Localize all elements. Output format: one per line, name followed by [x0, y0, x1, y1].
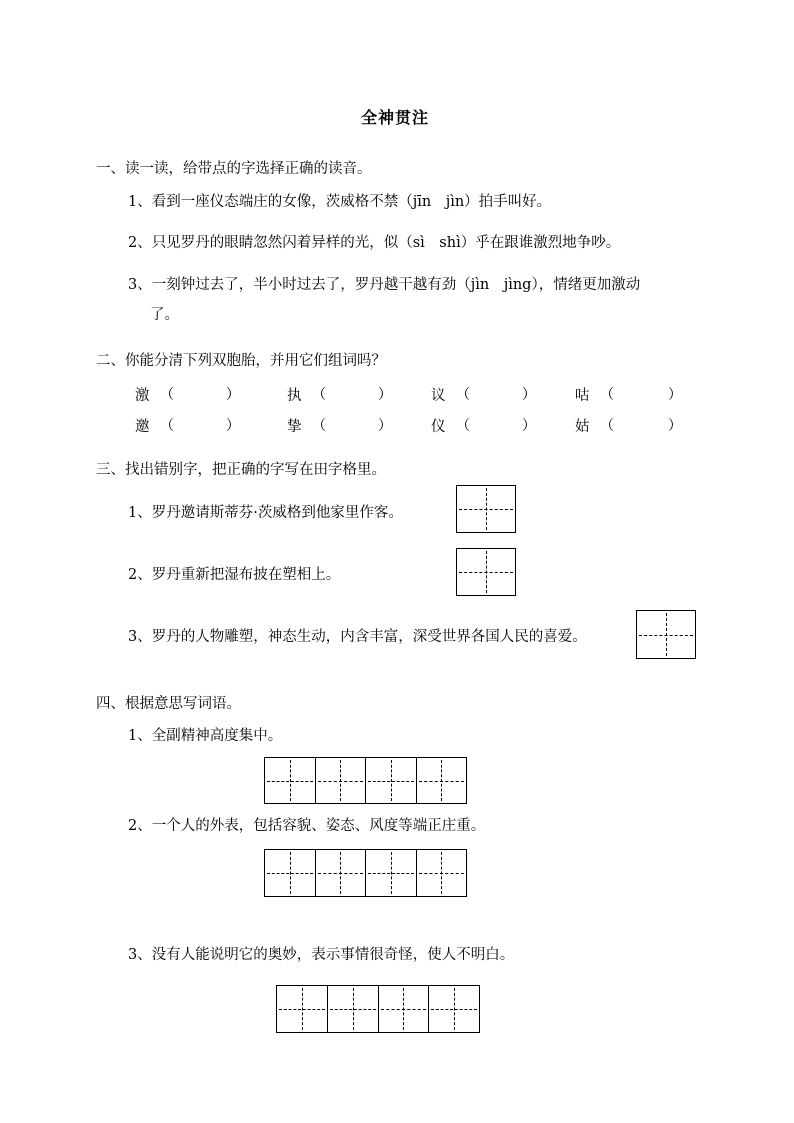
paren-close: ）	[522, 387, 536, 403]
word-grid-1[interactable]	[264, 757, 467, 804]
tianzige-cell[interactable]	[315, 758, 366, 803]
section4-item-2: 2、一个人的外表，包括容貌、姿态、风度等端正庄重。	[128, 818, 486, 834]
paren-close: ）	[668, 418, 682, 434]
tianzige-box-1[interactable]	[456, 485, 516, 533]
twin-char-4a: 咕	[575, 388, 590, 404]
section3-item-2: 2、罗丹重新把湿布披在塑相上。	[128, 567, 341, 583]
paren-open: （	[312, 387, 326, 403]
paren-open: （	[312, 418, 326, 434]
tianzige-cell[interactable]	[637, 611, 695, 658]
section4-heading: 四、根据意思写词语。	[96, 696, 241, 712]
twin-char-4b: 姑	[575, 419, 590, 435]
paren-open: （	[456, 387, 470, 403]
tianzige-box-3[interactable]	[636, 610, 696, 659]
paren-close: ）	[226, 387, 240, 403]
section2-heading: 二、你能分清下列双胞胎，并用它们组词吗？	[96, 353, 386, 369]
tianzige-cell[interactable]	[428, 986, 479, 1032]
section1-heading: 一、读一读，给带点的字选择正确的读音。	[96, 161, 372, 177]
twin-char-2b: 挚	[287, 419, 302, 435]
section3-item-3: 3、罗丹的人物雕塑，神态生动，内含丰富，深受世界各国人民的喜爱。	[128, 629, 587, 645]
paren-close: ）	[668, 387, 682, 403]
paren-close: ）	[226, 418, 240, 434]
paren-close: ）	[378, 387, 392, 403]
tianzige-cell[interactable]	[365, 850, 416, 896]
word-grid-3[interactable]	[276, 985, 480, 1033]
paren-close: ）	[378, 418, 392, 434]
tianzige-cell[interactable]	[327, 986, 378, 1032]
section1-item-3: 3、一刻钟过去了，半小时过去了，罗丹越干越有劲（jìn jìng），情绪更加激动	[128, 277, 641, 293]
twin-char-2a: 执	[287, 388, 302, 404]
section1-item-3-cont: 了。	[150, 307, 179, 323]
tianzige-cell[interactable]	[416, 758, 467, 803]
section3-item-1: 1、罗丹邀请斯蒂芬·茨威格到他家里作客。	[128, 505, 403, 521]
page-title: 全神贯注	[361, 108, 430, 127]
tianzige-cell[interactable]	[378, 986, 429, 1032]
word-grid-2[interactable]	[264, 849, 467, 897]
paren-open: （	[600, 418, 614, 434]
section1-item-2: 2、只见罗丹的眼睛忽然闪着异样的光，似（sì shì）乎在跟谁激烈地争吵。	[128, 235, 621, 251]
twin-char-3b: 仪	[431, 419, 446, 435]
paren-open: （	[160, 387, 174, 403]
paren-open: （	[456, 418, 470, 434]
tianzige-cell[interactable]	[457, 486, 515, 532]
tianzige-cell[interactable]	[265, 758, 315, 803]
tianzige-cell[interactable]	[265, 850, 315, 896]
section3-heading: 三、找出错别字，把正确的字写在田字格里。	[96, 462, 386, 478]
tianzige-cell[interactable]	[457, 549, 515, 595]
tianzige-cell[interactable]	[277, 986, 327, 1032]
tianzige-cell[interactable]	[315, 850, 366, 896]
twin-char-1b: 邀	[135, 419, 150, 435]
section1-item-1: 1、看到一座仪态端庄的女像，茨威格不禁（jīn jìn）拍手叫好。	[128, 194, 552, 210]
section4-item-1: 1、全副精神高度集中。	[128, 728, 283, 744]
section4-item-3: 3、没有人能说明它的奥妙，表示事情很奇怪，使人不明白。	[128, 947, 515, 963]
tianzige-cell[interactable]	[416, 850, 467, 896]
paren-open: （	[600, 387, 614, 403]
twin-char-1a: 激	[135, 388, 150, 404]
tianzige-cell[interactable]	[365, 758, 416, 803]
tianzige-box-2[interactable]	[456, 548, 516, 596]
paren-open: （	[160, 418, 174, 434]
twin-char-3a: 议	[431, 388, 446, 404]
paren-close: ）	[522, 418, 536, 434]
